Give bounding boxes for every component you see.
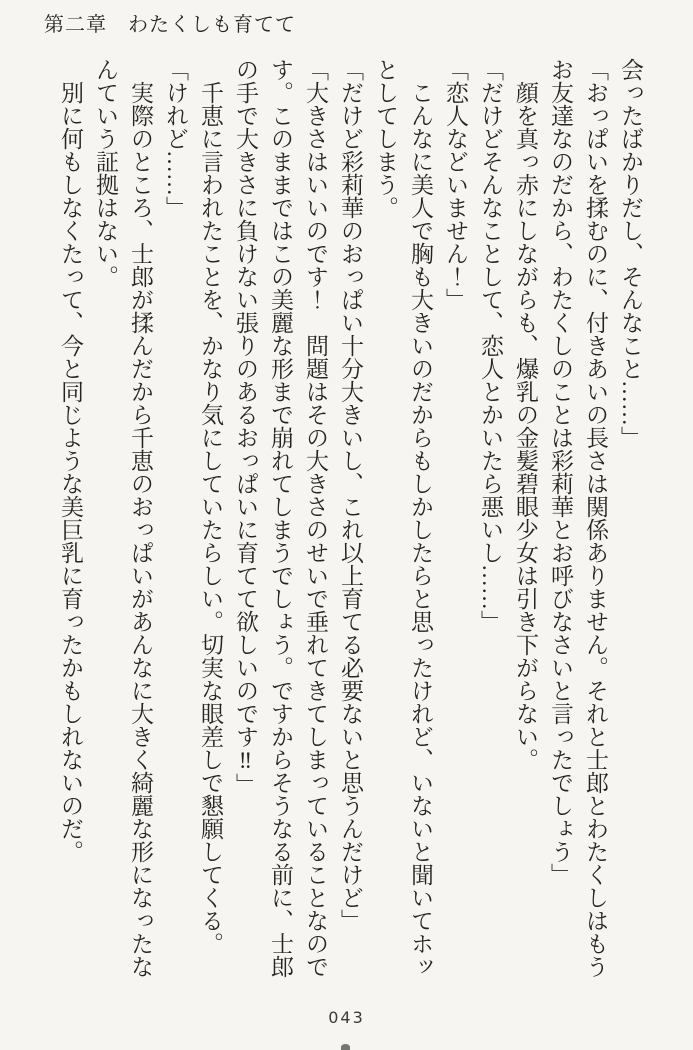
- text-line: 「だけどそんなことして、恋人とかいたら悪いし……」: [478, 58, 503, 633]
- text-line: 「だけど彩莉華のおっぱい十分大きいし、これ以上育てる必要ないと思うんだけど」: [338, 58, 363, 932]
- text-line: お友達なのだから、わたくしのことは彩莉華とお呼びなさいと言ったでしょう」: [548, 58, 573, 886]
- text-line: 別に何もしなくたって、今と同じような美巨乳に育ったかもしれないのだ。: [58, 58, 83, 863]
- text-line: 「おっぱいを揉むのに、付きあいの長さは関係ありません。それと士郎とわたくしはもう: [583, 58, 608, 978]
- text-line: 会ったばかりだし、そんなこと……」: [618, 58, 643, 449]
- chapter-header: 第二章 わたくしも育てて: [44, 14, 296, 36]
- text-line: 「大きさはいいのです！ 問題はその大きさのせいで垂れてきてしまっていることなので: [303, 58, 328, 978]
- text-line: の手で大きさに負けない張りのあるおっぱいに育てて欲しいのです‼」: [233, 58, 258, 796]
- text-line: 実際のところ、士郎が揉んだから千恵のおっぱいがあんなに大きく綺麗な形になったな: [128, 58, 153, 978]
- text-line: 顔を真っ赤にしながらも、爆乳の金髪碧眼少女は引き下がらない。: [513, 58, 538, 771]
- text-line: んていう証拠はない。: [93, 58, 118, 288]
- text-line: 「恋人などいません！」: [443, 58, 468, 311]
- text-line: 「けれど……」: [163, 58, 188, 219]
- text-line: 千恵に言われたことを、かなり気にしていたらしい。切実な眼差しで懇願してくる。: [198, 58, 223, 955]
- vertical-text-block: [53, 58, 648, 980]
- text-line: す。このままではこの美麗な形まで崩れてしまうでしょう。ですからそうなる前に、士郎: [268, 58, 293, 978]
- text-line: こんなに美人で胸も大きいのだからもしかしたらと思ったけれど、いないと聞いてホッ: [408, 58, 433, 978]
- scan-artifact: [341, 1044, 350, 1050]
- text-line: としてしまう。: [373, 58, 398, 219]
- page-number: 043: [328, 1008, 365, 1027]
